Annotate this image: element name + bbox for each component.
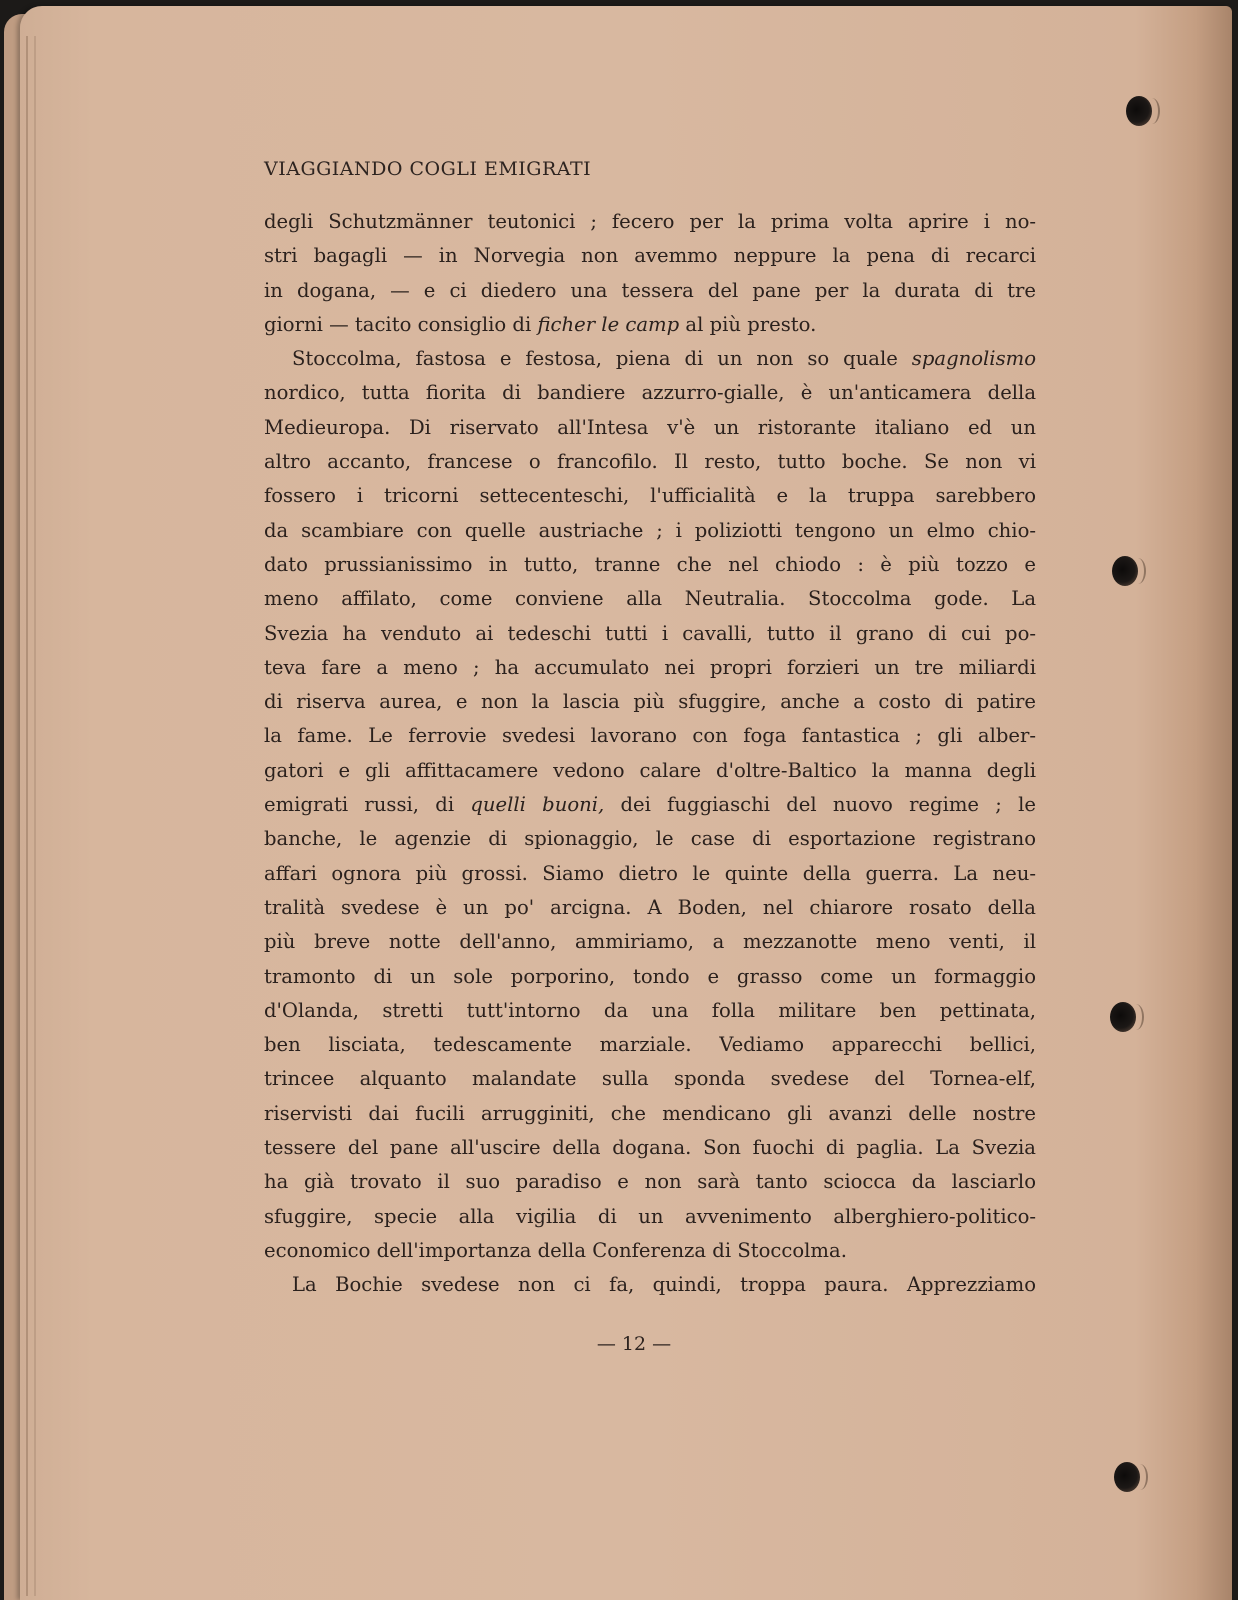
text-line: emigrati russi, di quelli buoni, dei fuggiaschi del nuovo regime ; le (264, 793, 1036, 817)
text-line: riservisti dai fucili arrugginiti, che mendicano gli avanzi delle nostre (264, 1101, 1036, 1125)
text-line: tessere del pane all'uscire della dogana. Son fuochi di paglia. La Svezia (264, 1136, 1036, 1160)
page-number: — 12 — (596, 1333, 672, 1355)
text-line: banche, le agenzie di spionaggio, le case di esportazione registrano (264, 827, 1036, 851)
text-line: Medieuropa. Di riservato all'Intesa v'è un ristorante italiano ed un (264, 415, 1036, 439)
text-line: La Bochie svedese non ci fa, quindi, troppa paura. Apprezziamo (292, 1273, 1036, 1297)
page-edge-line (34, 36, 36, 1596)
body-text (264, 205, 1036, 1303)
text-line: degli Schutzmänner teutonici ; fecero per la prima volta aprire i no- (264, 210, 1036, 233)
italic-phrase: spagnolismo (911, 347, 1036, 371)
text-line: tralità svedese è un po' arcigna. A Boden, nel chiarore rosato della (264, 895, 1036, 919)
text-line: sfuggire, specie alla vigilia di un avvenimento alberghiero-politico- (264, 1204, 1036, 1228)
text-line: tramonto di un sole porporino, tondo e grasso come un formaggio (264, 964, 1036, 988)
binder-hole-icon (1126, 96, 1152, 126)
text-line: meno affilato, come conviene alla Neutralia. Stoccolma gode. La (264, 587, 1036, 611)
text-line: la fame. Le ferrovie svedesi lavorano con foga fantastica ; gli alber- (264, 724, 1036, 748)
text-line: dato prussianissimo in tutto, tranne che nel chiodo : è più tozzo e (264, 552, 1036, 576)
italic-phrase: ficher le camp (537, 312, 680, 336)
text-line: da scambiare con quelle austriache ; i poliziotti tengono un elmo chio- (264, 518, 1036, 542)
binder-hole-icon (1114, 1462, 1140, 1492)
binder-hole-icon (1110, 1002, 1136, 1032)
text-line: teva fare a meno ; ha accumulato nei propri forzieri un tre miliardi (264, 655, 1036, 679)
text-line: fossero i tricorni settecenteschi, l'ufficialità e la truppa sarebbero (264, 484, 1036, 508)
text-line: Svezia ha venduto ai tedeschi tutti i cavalli, tutto il grano di cui po- (264, 621, 1036, 645)
text-line: nordico, tutta fiorita di bandiere azzurro-gialle, è un'anticamera della (264, 381, 1036, 405)
text-line: trincee alquanto malandate sulla sponda svedese del Tornea-elf, (264, 1067, 1036, 1091)
text-line: economico dell'importanza della Conferenza di Stoccolma. (264, 1238, 847, 1262)
text-line: ben lisciata, tedescamente marziale. Vediamo apparecchi bellici, (264, 1033, 1036, 1057)
text-line: più breve notte dell'anno, ammiriamo, a mezzanotte meno venti, il (264, 930, 1036, 954)
text-line: Stoccolma, fastosa e festosa, piena di un non so quale spagnolismo (292, 347, 1036, 371)
text-line: di riserva aurea, e non la lascia più sfuggire, anche a costo di patire (264, 690, 1036, 714)
text-line: d'Olanda, stretti tutt'intorno da una folla militare ben pettinata, (264, 998, 1036, 1022)
text-line: ha già trovato il suo paradiso e non sarà tanto sciocca da lasciarlo (264, 1170, 1036, 1194)
italic-phrase: quelli buoni, (470, 793, 605, 817)
binder-hole-icon (1112, 556, 1138, 586)
text-line: giorni — tacito consiglio di ficher le camp al più presto. (264, 312, 817, 336)
text-line: gatori e gli affittacamere vedono calare d'oltre-Baltico la manna degli (264, 758, 1036, 782)
text-line: affari ognora più grossi. Siamo dietro le quinte della guerra. La neu- (264, 861, 1036, 885)
page-edge-line (26, 36, 28, 1596)
text-line: stri bagagli — in Norvegia non avemmo neppure la pena di recarci (264, 244, 1036, 268)
text-line: in dogana, — e ci diedero una tessera del pane per la durata di tre (264, 278, 1036, 302)
text-line: altro accanto, francese o francofilo. Il resto, tutto boche. Se non vi (264, 450, 1036, 474)
running-title: VIAGGIANDO COGLI EMIGRATI (264, 158, 592, 180)
